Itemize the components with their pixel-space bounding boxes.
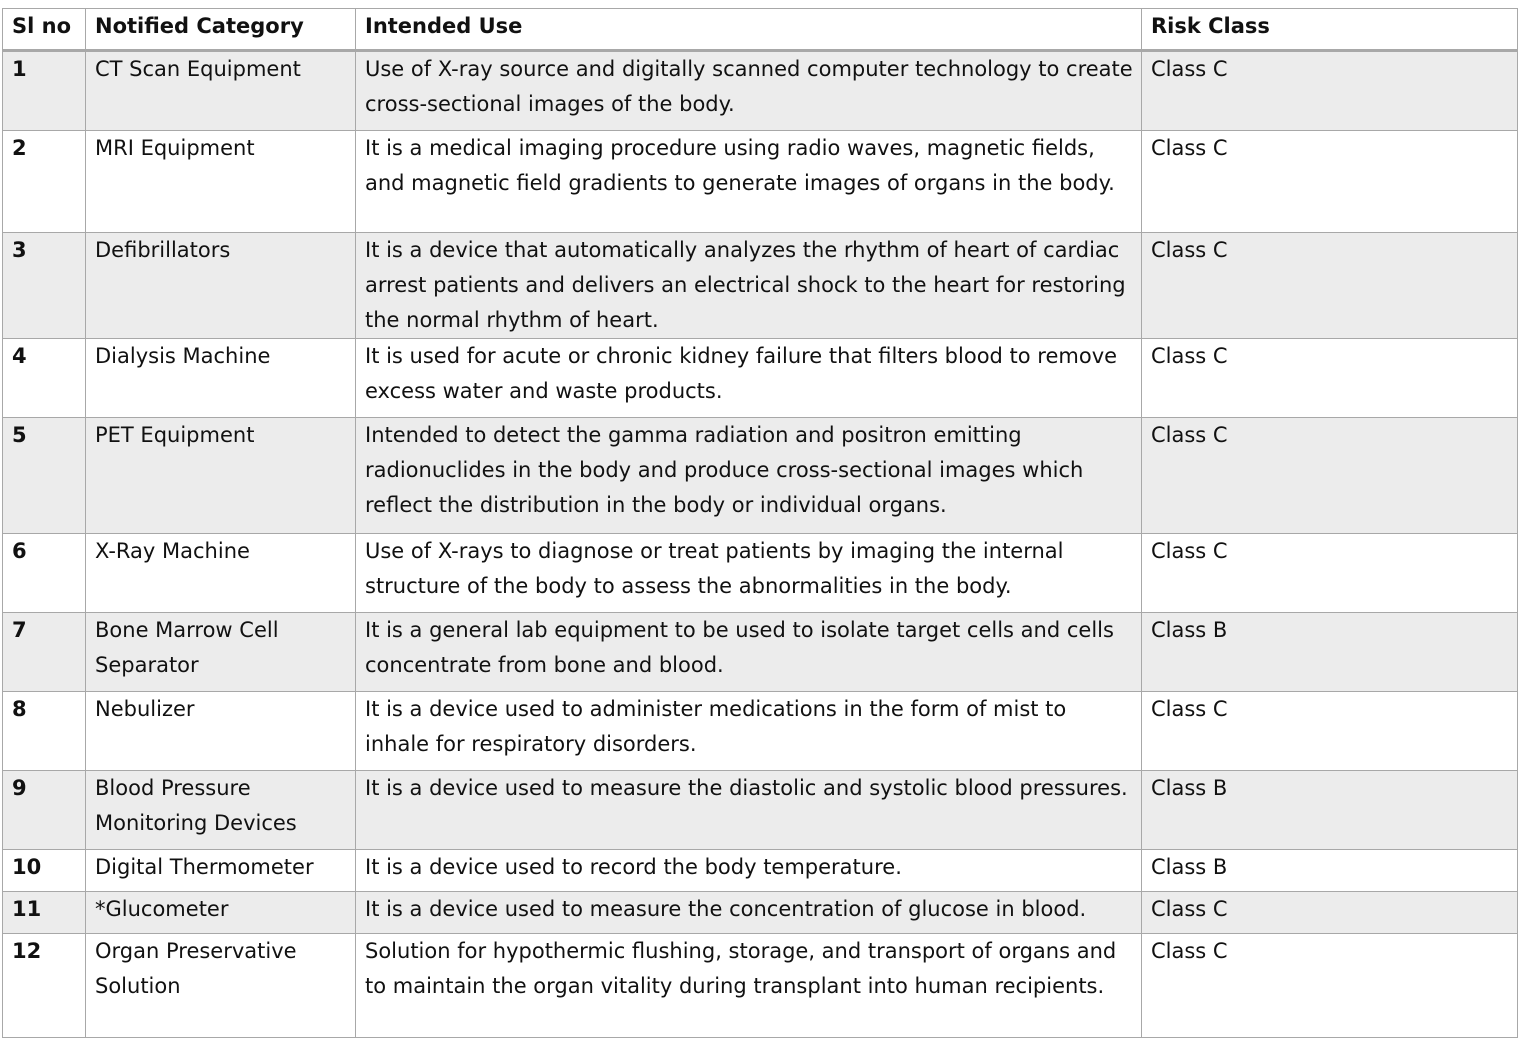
row-intended-use: Use of X-rays to diagnose or treat patients by imaging the internal structure of the body to assess the abnormalities in the body. bbox=[356, 534, 1142, 613]
table-row bbox=[3, 934, 1518, 1038]
row-number: 10 bbox=[3, 850, 86, 892]
row-category: Digital Thermometer bbox=[86, 850, 356, 892]
row-category: MRI Equipment bbox=[86, 131, 356, 233]
row-risk-class: Class B bbox=[1142, 613, 1518, 692]
row-category: Nebulizer bbox=[86, 692, 356, 771]
row-intended-use: Use of X-ray source and digitally scanned computer technology to create cross-sectional images of the body. bbox=[356, 51, 1142, 131]
row-category: Bone Marrow Cell Separator bbox=[86, 613, 356, 692]
table-row bbox=[3, 534, 1518, 613]
row-category: Defibrillators bbox=[86, 233, 356, 339]
row-risk-class: Class B bbox=[1142, 850, 1518, 892]
row-intended-use: It is a general lab equipment to be used to isolate target cells and cells concentrate from bone and blood. bbox=[356, 613, 1142, 692]
row-category: Dialysis Machine bbox=[86, 339, 356, 418]
row-risk-class: Class C bbox=[1142, 534, 1518, 613]
row-intended-use: Solution for hypothermic flushing, storage, and transport of organs and to maintain the organ vitality during transplant into human recipients. bbox=[356, 934, 1142, 1038]
header-risk-class: Risk Class bbox=[1142, 9, 1518, 51]
row-risk-class: Class B bbox=[1142, 771, 1518, 850]
header-notified-category: Notified Category bbox=[86, 9, 356, 51]
row-number: 3 bbox=[3, 233, 86, 339]
row-number: 6 bbox=[3, 534, 86, 613]
row-number: 11 bbox=[3, 892, 86, 934]
row-number: 4 bbox=[3, 339, 86, 418]
header-sl-no: Sl no bbox=[3, 9, 86, 51]
row-number: 2 bbox=[3, 131, 86, 233]
row-number: 1 bbox=[3, 51, 86, 131]
row-category: PET Equipment bbox=[86, 418, 356, 534]
row-risk-class: Class C bbox=[1142, 339, 1518, 418]
table-row bbox=[3, 418, 1518, 534]
header-intended-use: Intended Use bbox=[356, 9, 1142, 51]
row-number: 7 bbox=[3, 613, 86, 692]
row-risk-class: Class C bbox=[1142, 934, 1518, 1038]
row-category: Blood Pressure Monitoring Devices bbox=[86, 771, 356, 850]
row-intended-use: It is a device used to administer medications in the form of mist to inhale for respiratory disorders. bbox=[356, 692, 1142, 771]
row-number: 5 bbox=[3, 418, 86, 534]
row-number: 8 bbox=[3, 692, 86, 771]
table-row bbox=[3, 613, 1518, 692]
row-category: X-Ray Machine bbox=[86, 534, 356, 613]
header-row bbox=[3, 9, 1518, 51]
row-risk-class: Class C bbox=[1142, 233, 1518, 339]
table-row bbox=[3, 339, 1518, 418]
row-risk-class: Class C bbox=[1142, 892, 1518, 934]
row-category: CT Scan Equipment bbox=[86, 51, 356, 131]
table-row bbox=[3, 850, 1518, 892]
row-risk-class: Class C bbox=[1142, 418, 1518, 534]
row-number: 12 bbox=[3, 934, 86, 1038]
table-row bbox=[3, 131, 1518, 233]
row-intended-use: It is a device used to record the body temperature. bbox=[356, 850, 1142, 892]
row-intended-use: It is a device used to measure the concentration of glucose in blood. bbox=[356, 892, 1142, 934]
table-row bbox=[3, 771, 1518, 850]
row-category: Organ Preservative Solution bbox=[86, 934, 356, 1038]
row-intended-use: It is a device that automatically analyzes the rhythm of heart of cardiac arrest patients and delivers an electrical shock to the heart for restoring the normal rhythm of heart. bbox=[356, 233, 1142, 339]
device-risk-table bbox=[2, 8, 1518, 1038]
row-risk-class: Class C bbox=[1142, 692, 1518, 771]
row-category: *Glucometer bbox=[86, 892, 356, 934]
row-intended-use: It is a device used to measure the diastolic and systolic blood pressures. bbox=[356, 771, 1142, 850]
table-row bbox=[3, 51, 1518, 131]
row-intended-use: It is a medical imaging procedure using radio waves, magnetic fields, and magnetic field gradients to generate images of organs in the body. bbox=[356, 131, 1142, 233]
row-number: 9 bbox=[3, 771, 86, 850]
table-row bbox=[3, 892, 1518, 934]
row-intended-use: Intended to detect the gamma radiation and positron emitting radionuclides in the body and produce cross-sectional images which reflect the distribution in the body or individual organs. bbox=[356, 418, 1142, 534]
row-intended-use: It is used for acute or chronic kidney failure that filters blood to remove excess water and waste products. bbox=[356, 339, 1142, 418]
table-row bbox=[3, 233, 1518, 339]
table-row bbox=[3, 692, 1518, 771]
device-risk-table-container bbox=[2, 8, 1517, 1038]
row-risk-class: Class C bbox=[1142, 51, 1518, 131]
row-risk-class: Class C bbox=[1142, 131, 1518, 233]
